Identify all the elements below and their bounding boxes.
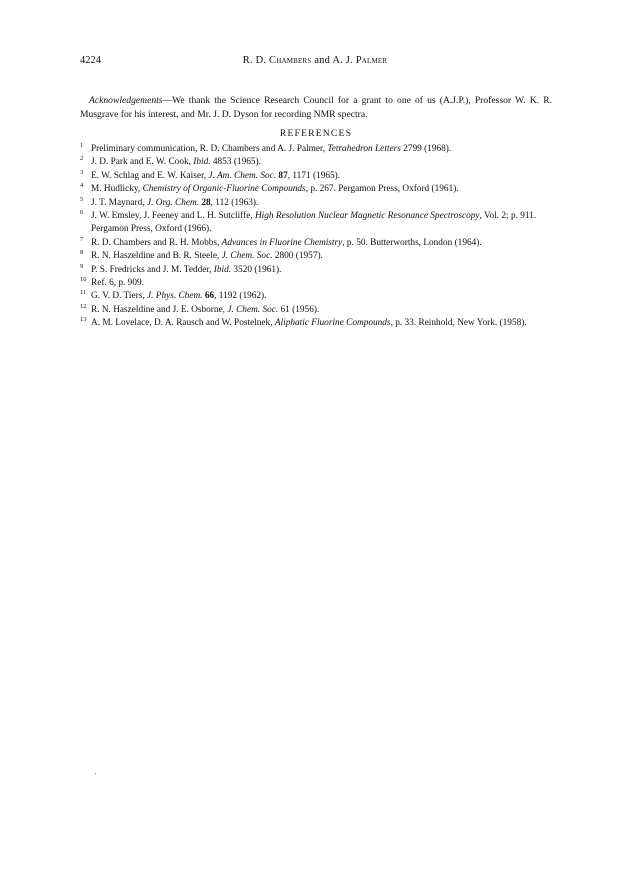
reference-details: 3520 (1961). xyxy=(231,264,282,275)
reference-text: G. V. D. Tiers, xyxy=(91,291,147,302)
reference-item xyxy=(80,143,554,156)
reference-item xyxy=(80,183,554,196)
reference-item xyxy=(80,197,554,210)
reference-source: J. Phys. Chem. xyxy=(146,291,203,302)
reference-details: 4853 (1965). xyxy=(210,157,261,168)
reference-source: Advances in Fluorine Chemistry xyxy=(221,237,343,248)
reference-text: A. M. Lovelace, D. A. Rausch and W. Postelnek, xyxy=(91,318,275,329)
reference-text: R. N. Haszeldine and B. R. Steele, xyxy=(91,251,222,262)
reference-text: J. W. Emsley, J. Feeney and L. H. Sutcliffe, xyxy=(91,211,255,222)
reference-text: Preliminary communication, R. D. Chambers and A. J. Palmer, xyxy=(91,144,328,154)
reference-details: 61 (1956). xyxy=(278,304,320,315)
reference-details: , 1192 (1962). xyxy=(214,291,267,302)
reference-number: 13 xyxy=(80,316,87,324)
running-head xyxy=(80,54,550,68)
reference-text: Ref. 6, p. 909. xyxy=(91,278,144,289)
reference-text: R. N. Haszeldine and J. E. Osborne, xyxy=(91,304,228,315)
reference-item xyxy=(80,210,554,237)
reference-source: Ibid. xyxy=(213,264,232,275)
reference-volume: 28 xyxy=(199,197,211,208)
acknowledgements-lead: Acknowledgements xyxy=(89,94,163,106)
reference-item xyxy=(80,290,554,303)
scan-speck xyxy=(95,773,96,774)
reference-text: J. T. Maynard, xyxy=(91,197,147,208)
reference-source: Aliphatic Fluorine Compounds xyxy=(274,318,391,329)
reference-text: P. S. Fredricks and J. M. Tedder, xyxy=(91,264,214,275)
reference-source: J. Chem. Soc. xyxy=(227,304,279,315)
page-number: 4224 xyxy=(80,55,101,66)
reference-volume: 66 xyxy=(202,291,215,302)
reference-text: J. D. Park and E. W. Cook, xyxy=(91,157,194,168)
reference-number: 7 xyxy=(80,235,84,243)
running-authors xyxy=(80,54,550,68)
reference-source: Ibid. xyxy=(193,157,211,168)
reference-number: 12 xyxy=(80,302,87,310)
reference-details: , 1171 (1965). xyxy=(287,170,341,181)
reference-details: , Vol. 2; p. 911. Pergamon Press, Oxford (1966). xyxy=(91,211,537,235)
running-authors-part: and A. J. P xyxy=(311,55,362,66)
reference-source: High Resolution Nuclear Magnetic Resonance Spectroscopy xyxy=(254,211,480,222)
running-authors-part: R. D. C xyxy=(242,55,277,66)
reference-item xyxy=(80,237,554,250)
reference-number: 9 xyxy=(80,262,84,270)
reference-item xyxy=(80,250,554,263)
reference-number: 8 xyxy=(80,249,84,257)
reference-details: , 112 (1963). xyxy=(210,197,259,208)
running-authors-smallcaps: almer xyxy=(361,55,388,66)
reference-details: 2800 (1957). xyxy=(272,251,323,262)
reference-number: 10 xyxy=(80,276,87,284)
reference-volume: 87 xyxy=(276,170,288,181)
reference-list xyxy=(80,143,554,331)
reference-number: 1 xyxy=(80,142,84,149)
reference-source: Tetrahedron Letters xyxy=(327,144,401,154)
reference-source: Chemistry of Organic-Fluorine Compounds xyxy=(142,184,306,195)
reference-item xyxy=(80,304,554,317)
reference-item xyxy=(80,277,554,290)
reference-source: J. Am. Chem. Soc. xyxy=(208,170,277,181)
running-authors-smallcaps: hambers xyxy=(276,55,312,66)
references-heading: REFERENCES xyxy=(279,128,353,139)
reference-details: , p. 50. Butterworths, London (1964). xyxy=(342,237,482,248)
reference-details: , p. 33. Reinhold, New York. (1958). xyxy=(390,318,527,329)
acknowledgements-paragraph xyxy=(80,94,552,122)
reference-item xyxy=(80,156,554,169)
reference-details: 2799 (1968). xyxy=(400,144,452,154)
reference-text: M. Hudlicky, xyxy=(91,184,143,195)
reference-number: 3 xyxy=(80,168,84,176)
reference-item xyxy=(80,317,554,330)
acknowledgements-body: —We thank the Science Research Council for a grant to one of us (A.J.P.), Professor W. K. R. Musgrave for his interest, and Mr. J. D. Dyson for recording NMR spectra. xyxy=(80,94,552,120)
reference-item xyxy=(80,170,554,183)
reference-source: J. Org. Chem. xyxy=(146,197,200,208)
reference-source: J. Chem. Soc. xyxy=(221,251,273,262)
reference-number: 4 xyxy=(80,182,84,190)
reference-text: R. D. Chambers and R. H. Mobbs, xyxy=(91,237,222,248)
reference-details: , p. 267. Pergamon Press, Oxford (1961). xyxy=(305,184,459,195)
reference-number: 5 xyxy=(80,195,84,203)
reference-number: 2 xyxy=(80,155,84,163)
reference-number: 6 xyxy=(80,209,84,217)
reference-text: E. W. Schlag and E. W. Kaiser, xyxy=(91,170,209,181)
reference-number: 11 xyxy=(80,289,87,297)
reference-item xyxy=(80,264,554,277)
